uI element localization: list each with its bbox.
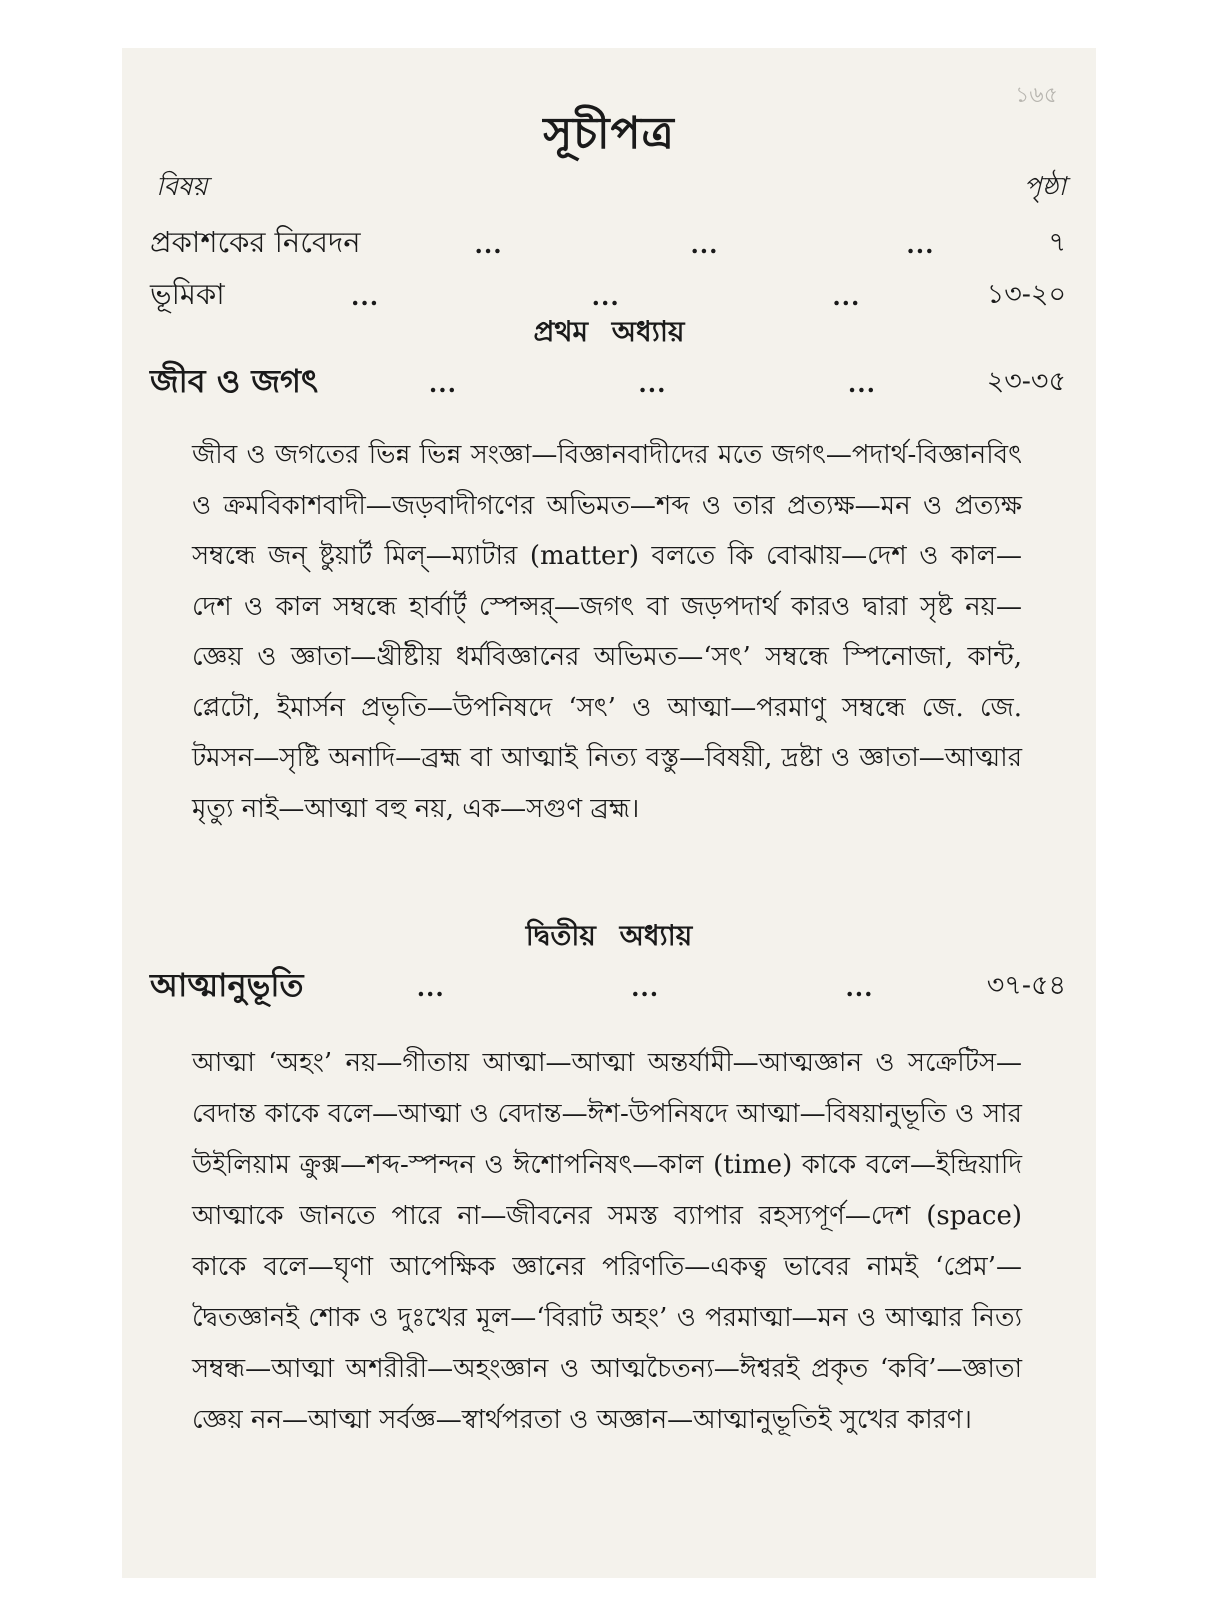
toc-entry-page: ১৩-২০ — [986, 278, 1066, 310]
dot-leader: ... ... ... — [351, 281, 861, 311]
dot-leader: ... ... ... — [474, 229, 935, 259]
dot-leader: ... ... ... — [416, 972, 874, 1002]
toc-entry-title: ভূমিকা — [150, 276, 225, 311]
toc-entry-page: ৭ — [1048, 226, 1066, 258]
toc-entry-chapter-2 — [150, 965, 1066, 1009]
toc-entry-page: ৩৭-৫৪ — [986, 969, 1066, 1001]
toc-entry-title: জীব ও জগৎ — [150, 362, 319, 400]
chapter-heading-1: প্রথম অধ্যায় — [533, 315, 685, 348]
dot-leader: ... ... ... — [428, 368, 876, 398]
page-title: সূচীপত্র — [543, 108, 675, 159]
chapter-heading-2: দ্বিতীয় অধ্যায় — [525, 919, 693, 952]
book-page — [122, 48, 1096, 1578]
toc-entry-title: প্রকাশকের নিবেদন — [150, 224, 361, 259]
toc-entry-title: আত্মানুভূতি — [150, 966, 304, 1004]
chapter-2-summary: আত্মা ‘অহং’ নয়—গীতায় আত্মা—আত্মা অন্তর্যামী—আত্মজ্ঞান ও সক্রেটিস—বেদান্ত কাকে বলে—আত্মা ও বেদান্ত—ঈশ-উপনিষদে আত্মা—বিষয়ানুভূতি ও সার উইলিয়াম ক্রুক্স—শব্দ-স্পন্দন ও ঈশোপনিষৎ—কাল (time) কাকে বলে—ইন্দ্রিয়াদি আত্মাকে জানতে পারে না—জীবনের সমস্ত ব্যাপার রহস্যপূর্ণ—দেশ (space) কাকে বলে—ঘৃণা আপেক্ষিক জ্ঞানের পরিণতি—একত্ব ভাবের নামই ‘প্রেম’—দ্বৈতজ্ঞানই শোক ও দুঃখের মূল—‘বিরাট অহং’ ও পরমাত্মা—মন ও আত্মার নিত্য সম্বন্ধ—আত্মা অশরীরী—অহংজ্ঞান ও আত্মচৈতন্য—ঈশ্বরই প্রকৃত ‘কবি’—জ্ঞাতা জ্ঞেয় নন—আত্মা সর্বজ্ঞ—স্বার্থপরতা ও অজ্ঞান—আত্মানুভূতিই সুখের কারণ। — [192, 1048, 1022, 1435]
toc-entry-chapter-1 — [150, 361, 1066, 405]
chapter-1-summary: জীব ও জগতের ভিন্ন ভিন্ন সংজ্ঞা—বিজ্ঞানবাদীদের মতে জগৎ—পদার্থ-বিজ্ঞানবিৎ ও ক্রমবিকাশবাদী—জড়বাদীগণের অভিমত—শব্দ ও তার প্রত্যক্ষ—মন ও প্রত্যক্ষ সম্বন্ধে জন্ ষ্টুয়ার্ট মিল্—ম্যাটার (matter) বলতে কি বোঝায়—দেশ ও কাল—দেশ ও কাল সম্বন্ধে হার্বার্ট্ স্পেন্সর্—জগৎ বা জড়পদার্থ কারও দ্বারা সৃষ্ট নয়—জ্ঞেয় ও জ্ঞাতা—খ্রীষ্টীয় ধর্মবিজ্ঞানের অভিমত—‘সৎ’ সম্বন্ধে স্পিনোজা, কান্ট, প্লেটো, ইমার্সন প্রভৃতি—উপনিষদে ‘সৎ’ ও আত্মা—পরমাণু সম্বন্ধে জে. জে. টমসন—সৃষ্টি অনাদি—ব্রহ্ম বা আত্মাই নিত্য বস্তু—বিষয়ী, দ্রষ্টা ও জ্ঞাতা—আত্মার মৃত্যু নাই—আত্মা বহু নয়, এক—সগুণ ব্রহ্ম। — [192, 440, 1022, 824]
subject-column-header: বিষয় — [156, 172, 208, 202]
toc-entry-page: ২৩-৩৫ — [986, 365, 1066, 397]
toc-entry-publisher-note — [150, 222, 1066, 266]
page-column-header: পৃষ্ঠা — [1023, 172, 1066, 202]
faded-page-number: ১৬৫ — [1015, 83, 1058, 108]
